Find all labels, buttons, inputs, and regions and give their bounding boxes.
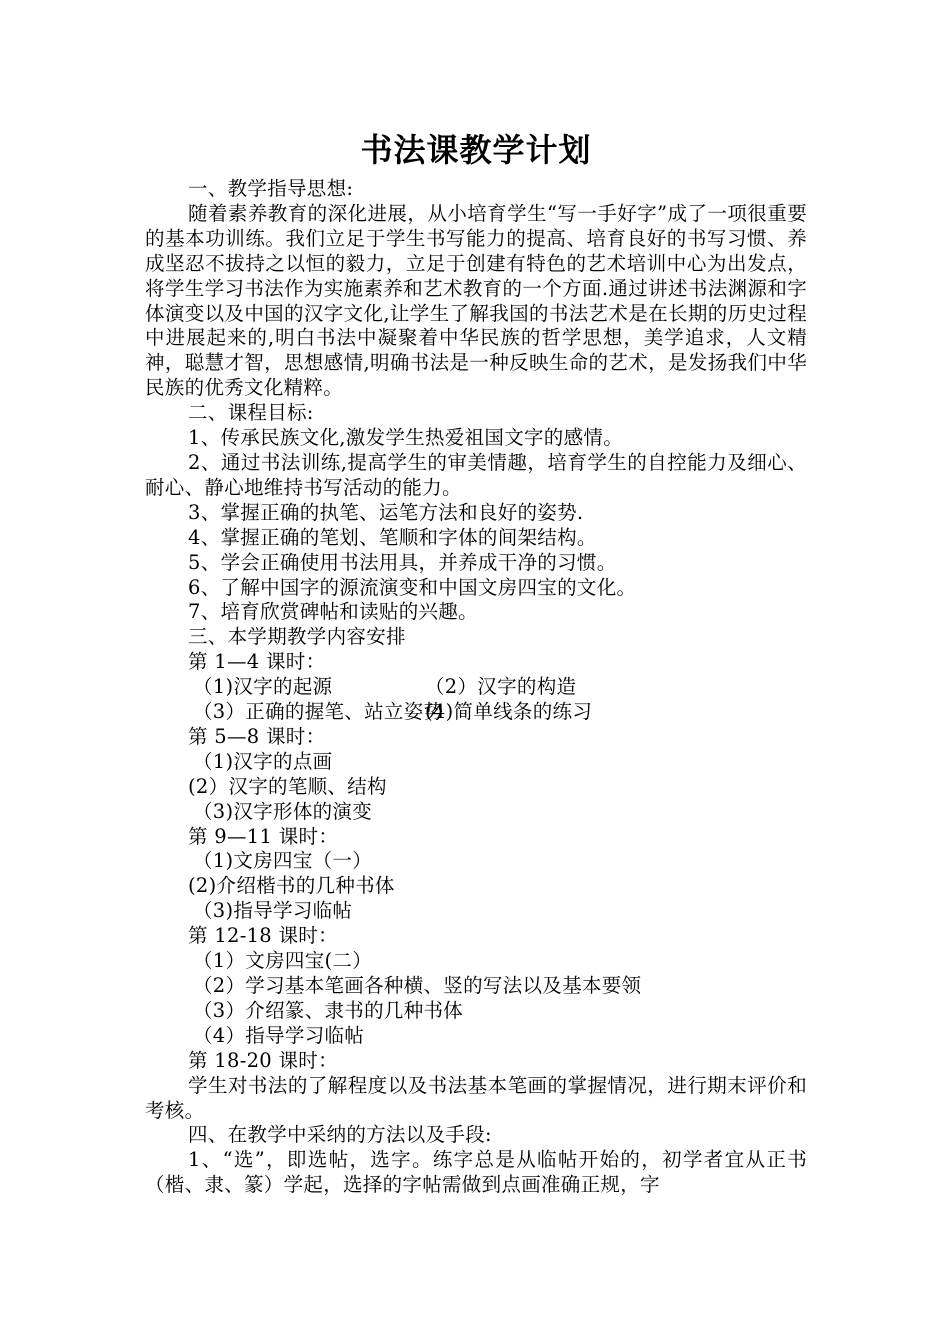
- period-heading: 第 9—11 课时：: [188, 824, 339, 848]
- period-items-row: [145, 675, 807, 700]
- section-heading-methods: 四、在教学中采纳的方法以及手段:: [188, 1123, 492, 1147]
- goal-item: 5、学会正确使用书法用具，并养成干净的习惯。: [188, 550, 617, 574]
- period-heading: 第 5—8 课时：: [188, 724, 326, 748]
- section-heading-guiding-ideology: 一、教学指导思想:: [188, 177, 354, 200]
- period-item: （1)文房四宝（一）: [193, 849, 373, 873]
- paragraph-final-assessment: 学生对书法的了解程度以及书法基本笔画的掌握情况，进行期末评价和考核。: [145, 1073, 807, 1122]
- goal-item: 3、掌握正确的执笔、运笔方法和良好的姿势.: [188, 500, 584, 524]
- period-item: （3）正确的握笔、站立姿势: [193, 700, 444, 724]
- goal-item: 1、传承民族文化,激发学生热爱祖国文字的感情。: [188, 426, 624, 450]
- period-item: (2）汉字的笔顺、结构: [188, 774, 387, 798]
- document-page: [145, 120, 807, 1198]
- period-items-row: [145, 700, 807, 725]
- paragraph-methods: 1、“选”，即选帖，选字。练字总是从临帖开始的，初学者宜从正书（楷、隶、篆）学起，选择的字帖需做到点画准确正规，字: [145, 1148, 807, 1197]
- period-item: （3)汉字形体的演变: [193, 799, 373, 823]
- period-item: （1)汉字的起源: [193, 675, 333, 699]
- period-heading: 第 12-18 课时：: [188, 924, 338, 948]
- goal-item: 4、掌握正确的笔划、笔顺和字体的间架结构。: [188, 525, 597, 549]
- goal-item: 7、培育欣赏碑帖和读贴的兴趣。: [188, 600, 478, 624]
- period-heading: 第 1—4 课时：: [188, 650, 326, 674]
- period-item: （1)汉字的点画: [193, 749, 333, 773]
- period-item: （4）指导学习临帖: [193, 1023, 365, 1047]
- section-heading-course-goals: 二、课程目标:: [188, 401, 314, 425]
- paragraph-guiding-ideology: 随着素养教育的深化进展，从小培育学生“写一手好字”成了一项很重要的基本功训练。我们立足于学生书写能力的提高、培育良好的书写习惯、养成坚忍不拔持之以恒的毅力，立足于创建有特色的艺术培训中心为出发点，将学生学习书法作为实施素养和艺术教育的一个方面.通过讲述书法渊源和字体演变以及中国的汉字文化,让学生了解我国的书法艺术是在长期的历史过程中进展起来的,明白书法中凝聚着中华民族的哲学思想，美学追求，人文精神，聪慧才智，思想感情,明确书法是一种反映生命的艺术，是发扬我们中华民族的优秀文化精粹。: [145, 201, 807, 400]
- document-title: 书法课教学计划: [360, 131, 592, 169]
- goal-item: 2、通过书法训练,提高学生的审美情趣，培育学生的自控能力及细心、耐心、静心地维持书写活动的能力。: [145, 450, 807, 499]
- period-item: (4)简单线条的练习: [425, 700, 593, 724]
- period-item: （1）文房四宝(二）: [193, 949, 373, 973]
- goal-item: 6、了解中国字的源流演变和中国文房四宝的文化。: [188, 575, 637, 599]
- period-item: （2）汉字的构造: [425, 675, 577, 699]
- period-item: （2）学习基本笔画各种横、竖的写法以及基本要领: [193, 974, 642, 997]
- section-heading-content-schedule: 三、本学期教学内容安排: [188, 625, 406, 649]
- period-item: (2)介绍楷书的几种书体: [188, 874, 395, 898]
- period-item: （3)指导学习临帖: [193, 899, 353, 923]
- period-heading: 第 18-20 课时：: [188, 1048, 338, 1072]
- period-item: （3）介绍篆、隶书的几种书体: [193, 998, 464, 1022]
